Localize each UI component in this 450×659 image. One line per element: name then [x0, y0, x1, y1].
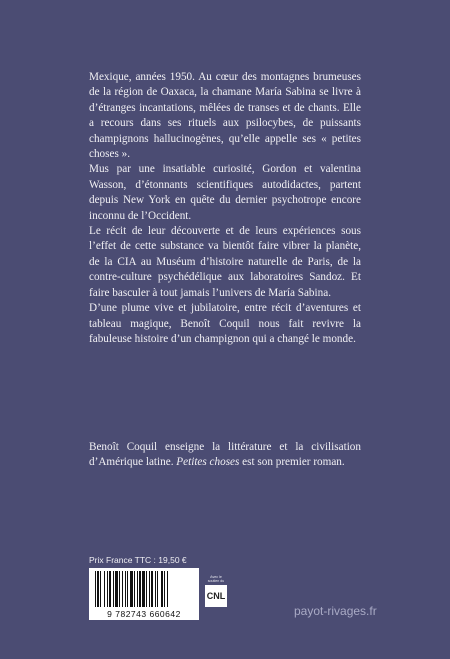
barcode-bars [93, 571, 195, 607]
isbn-barcode [89, 568, 199, 620]
publisher-website: payot-rivages.fr [294, 604, 377, 618]
book-title: Petites choses [176, 456, 240, 469]
price-label: Prix France TTC : 19,50 € [89, 555, 187, 565]
author-bio-ending: est son premier roman. [239, 456, 345, 469]
isbn-digits: 9 782743 660642 [107, 609, 181, 619]
blurb-paragraph-1: Mexique, années 1950. Au cœur des montagnes brumeuses de la région de Oaxaca, la chamane María Sabina se livre à d’étranges incantations, mêlées de transes et de chants. Elle a recours dans ses rituels aux psilocybes, de puissants champignons hallucinogènes, qu’elle appelle ses « petites choses ». [89, 71, 361, 161]
blurb-paragraph-3: Le récit de leur découverte et de leurs expériences sous l’effet de cette substance va bientôt faire vibrer la planète, de la CIA au Muséum d’histoire naturelle de Paris, de la contre-culture psychédélique aux laboratoires Sandoz. Et faire basculer à tout jamais l’univers de María Sabina. [89, 225, 361, 299]
cnl-caption: Avec le soutien du [207, 575, 225, 583]
cnl-logo-block [205, 575, 227, 615]
cnl-logo: CNL [205, 585, 227, 607]
blurb-paragraph-4: D’une plume vive et jubilatoire, entre récit d’aventures et tableau magique, Benoît Coquil nous fait revivre la fabuleuse histoire d’un champignon qui a changé le monde. [89, 302, 361, 345]
blurb-paragraph-2: Mus par une insatiable curiosité, Gordon et valentina Wasson, d’étonnants scientifiques autodidactes, partent depuis New York en quête du dernier psychotrope encore inconnu de l’Occident. [89, 163, 361, 222]
author-bio-text: Benoît Coquil enseigne la littérature et la civilisation d’Amérique latine. [89, 441, 361, 469]
back-cover-blurb [89, 70, 361, 347]
author-bio [89, 440, 361, 471]
